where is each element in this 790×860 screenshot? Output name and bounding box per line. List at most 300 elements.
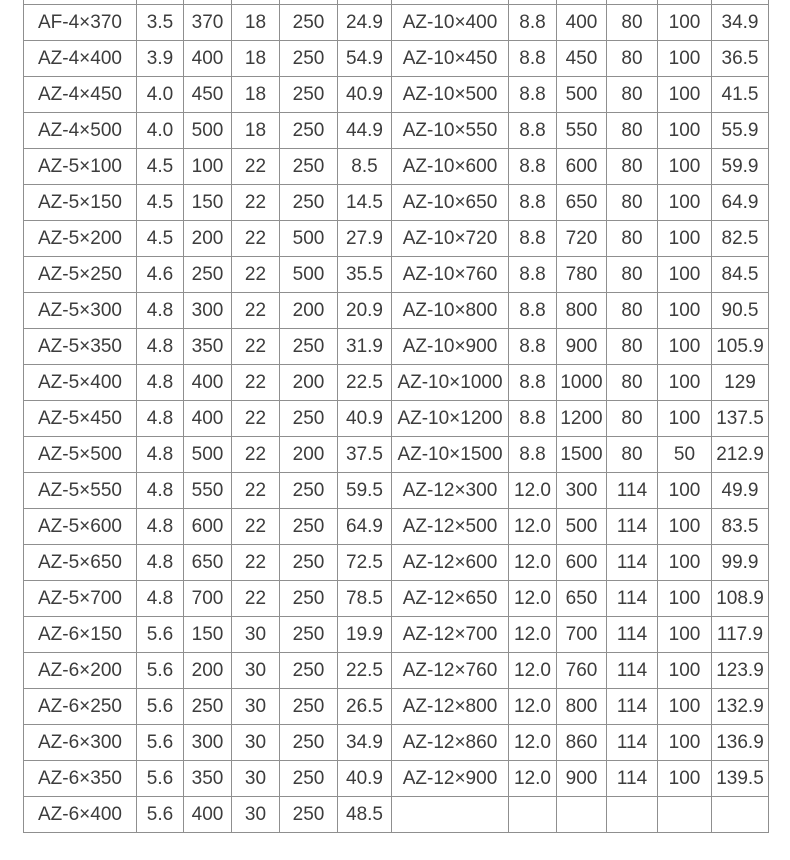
value-cell: 83.5 xyxy=(712,509,769,545)
model-cell: AZ-5×650 xyxy=(24,545,137,581)
value-cell: 137.5 xyxy=(712,401,769,437)
value-cell: 18 xyxy=(232,41,280,77)
value-cell: 114 xyxy=(607,545,658,581)
value-cell: 100 xyxy=(658,257,712,293)
value-cell: 114 xyxy=(607,761,658,797)
value-cell: 3.5 xyxy=(137,5,184,41)
value-cell: 700 xyxy=(557,617,607,653)
value-cell: 250 xyxy=(280,509,338,545)
value-cell: 250 xyxy=(280,113,338,149)
model-cell: AZ-5×450 xyxy=(24,401,137,437)
value-cell: 40.9 xyxy=(338,77,392,113)
model-cell: AZ-4×400 xyxy=(24,41,137,77)
value-cell: 22 xyxy=(232,329,280,365)
value-cell: 72.5 xyxy=(338,545,392,581)
value-cell: 8.8 xyxy=(509,221,557,257)
table-row xyxy=(24,185,769,221)
value-cell: 550 xyxy=(557,113,607,149)
value-cell: 650 xyxy=(184,545,232,581)
table-row xyxy=(24,329,769,365)
value-cell: 34.9 xyxy=(712,5,769,41)
value-cell: 720 xyxy=(557,221,607,257)
value-cell: 80 xyxy=(607,77,658,113)
value-cell: 22 xyxy=(232,149,280,185)
value-cell: 30 xyxy=(232,761,280,797)
value-cell: 250 xyxy=(280,653,338,689)
value-cell: 100 xyxy=(658,473,712,509)
value-cell: 80 xyxy=(607,149,658,185)
value-cell: 30 xyxy=(232,617,280,653)
value-cell: 250 xyxy=(184,689,232,725)
value-cell: 250 xyxy=(280,329,338,365)
value-cell xyxy=(658,797,712,833)
value-cell: 500 xyxy=(280,257,338,293)
value-cell: 22 xyxy=(232,509,280,545)
value-cell: 1000 xyxy=(557,365,607,401)
value-cell: 5.6 xyxy=(137,797,184,833)
value-cell: 30 xyxy=(232,725,280,761)
table-row xyxy=(24,41,769,77)
value-cell: 200 xyxy=(280,293,338,329)
value-cell: 400 xyxy=(184,797,232,833)
value-cell: 400 xyxy=(184,41,232,77)
value-cell: 5.6 xyxy=(137,653,184,689)
value-cell xyxy=(607,797,658,833)
value-cell: 760 xyxy=(557,653,607,689)
value-cell: 370 xyxy=(184,5,232,41)
value-cell: 82.5 xyxy=(712,221,769,257)
value-cell: 350 xyxy=(184,761,232,797)
spec-table xyxy=(23,0,769,833)
value-cell: 36.5 xyxy=(712,41,769,77)
table-row xyxy=(24,401,769,437)
model-cell: AZ-12×600 xyxy=(392,545,509,581)
spec-table-container xyxy=(23,0,769,833)
value-cell: 100 xyxy=(658,113,712,149)
value-cell: 250 xyxy=(280,689,338,725)
value-cell: 150 xyxy=(184,185,232,221)
model-cell: AZ-5×400 xyxy=(24,365,137,401)
value-cell: 49.9 xyxy=(712,473,769,509)
value-cell: 8.8 xyxy=(509,5,557,41)
value-cell: 80 xyxy=(607,293,658,329)
value-cell: 18 xyxy=(232,5,280,41)
value-cell: 200 xyxy=(280,365,338,401)
value-cell: 37.5 xyxy=(338,437,392,473)
value-cell: 22 xyxy=(232,401,280,437)
value-cell: 22 xyxy=(232,293,280,329)
table-row xyxy=(24,617,769,653)
value-cell: 8.8 xyxy=(509,41,557,77)
value-cell: 114 xyxy=(607,689,658,725)
value-cell: 80 xyxy=(607,257,658,293)
table-row xyxy=(24,365,769,401)
model-cell: AZ-10×400 xyxy=(392,5,509,41)
value-cell: 600 xyxy=(184,509,232,545)
model-cell: AZ-12×900 xyxy=(392,761,509,797)
value-cell: 59.5 xyxy=(338,473,392,509)
value-cell: 35.5 xyxy=(338,257,392,293)
value-cell: 400 xyxy=(184,401,232,437)
value-cell: 800 xyxy=(557,689,607,725)
value-cell: 250 xyxy=(280,185,338,221)
value-cell: 117.9 xyxy=(712,617,769,653)
value-cell: 100 xyxy=(658,293,712,329)
value-cell: 114 xyxy=(607,725,658,761)
value-cell: 80 xyxy=(607,185,658,221)
value-cell: 100 xyxy=(658,365,712,401)
value-cell: 8.8 xyxy=(509,437,557,473)
value-cell: 100 xyxy=(658,581,712,617)
value-cell: 80 xyxy=(607,5,658,41)
value-cell: 12.0 xyxy=(509,473,557,509)
model-cell: AZ-4×450 xyxy=(24,77,137,113)
value-cell: 22 xyxy=(232,257,280,293)
model-cell: AZ-6×250 xyxy=(24,689,137,725)
value-cell: 8.5 xyxy=(338,149,392,185)
table-row xyxy=(24,257,769,293)
value-cell: 4.0 xyxy=(137,113,184,149)
value-cell: 100 xyxy=(658,401,712,437)
value-cell: 300 xyxy=(557,473,607,509)
value-cell: 44.9 xyxy=(338,113,392,149)
value-cell: 30 xyxy=(232,689,280,725)
model-cell: AZ-12×860 xyxy=(392,725,509,761)
value-cell: 100 xyxy=(658,761,712,797)
model-cell: AZ-6×150 xyxy=(24,617,137,653)
table-row xyxy=(24,293,769,329)
value-cell: 600 xyxy=(557,545,607,581)
value-cell: 700 xyxy=(184,581,232,617)
value-cell: 4.8 xyxy=(137,545,184,581)
value-cell: 64.9 xyxy=(338,509,392,545)
table-row xyxy=(24,113,769,149)
value-cell: 212.9 xyxy=(712,437,769,473)
value-cell xyxy=(712,797,769,833)
value-cell: 650 xyxy=(557,581,607,617)
table-row xyxy=(24,437,769,473)
value-cell: 100 xyxy=(658,545,712,581)
value-cell: 12.0 xyxy=(509,617,557,653)
model-cell: AZ-5×100 xyxy=(24,149,137,185)
model-cell: AZ-10×550 xyxy=(392,113,509,149)
value-cell: 41.5 xyxy=(712,77,769,113)
value-cell: 250 xyxy=(280,473,338,509)
value-cell: 350 xyxy=(184,329,232,365)
value-cell: 100 xyxy=(658,329,712,365)
value-cell: 14.5 xyxy=(338,185,392,221)
model-cell: AZ-5×200 xyxy=(24,221,137,257)
value-cell: 250 xyxy=(280,797,338,833)
value-cell: 12.0 xyxy=(509,545,557,581)
model-cell: AZ-6×200 xyxy=(24,653,137,689)
model-cell: AZ-12×700 xyxy=(392,617,509,653)
model-cell: AZ-5×350 xyxy=(24,329,137,365)
table-row xyxy=(24,149,769,185)
value-cell: 250 xyxy=(280,149,338,185)
value-cell: 300 xyxy=(184,293,232,329)
value-cell: 18 xyxy=(232,77,280,113)
value-cell: 80 xyxy=(607,365,658,401)
table-row xyxy=(24,689,769,725)
value-cell: 100 xyxy=(658,725,712,761)
value-cell: 19.9 xyxy=(338,617,392,653)
value-cell: 59.9 xyxy=(712,149,769,185)
value-cell: 4.8 xyxy=(137,329,184,365)
model-cell: AZ-12×650 xyxy=(392,581,509,617)
value-cell: 250 xyxy=(280,581,338,617)
value-cell: 114 xyxy=(607,581,658,617)
model-cell: AZ-5×150 xyxy=(24,185,137,221)
value-cell: 129 xyxy=(712,365,769,401)
model-cell: AZ-10×760 xyxy=(392,257,509,293)
value-cell: 8.8 xyxy=(509,185,557,221)
value-cell: 100 xyxy=(658,689,712,725)
value-cell: 80 xyxy=(607,401,658,437)
value-cell: 200 xyxy=(280,437,338,473)
table-row xyxy=(24,797,769,833)
value-cell: 8.8 xyxy=(509,149,557,185)
value-cell: 114 xyxy=(607,473,658,509)
value-cell: 250 xyxy=(280,41,338,77)
value-cell: 80 xyxy=(607,41,658,77)
value-cell: 780 xyxy=(557,257,607,293)
value-cell: 22 xyxy=(232,473,280,509)
value-cell: 24.9 xyxy=(338,5,392,41)
value-cell: 100 xyxy=(658,77,712,113)
value-cell: 30 xyxy=(232,797,280,833)
value-cell: 4.5 xyxy=(137,221,184,257)
table-row xyxy=(24,545,769,581)
value-cell: 250 xyxy=(280,725,338,761)
value-cell: 132.9 xyxy=(712,689,769,725)
table-row xyxy=(24,221,769,257)
value-cell: 200 xyxy=(184,653,232,689)
value-cell: 500 xyxy=(184,113,232,149)
value-cell: 8.8 xyxy=(509,257,557,293)
table-row xyxy=(24,77,769,113)
model-cell: AZ-5×300 xyxy=(24,293,137,329)
model-cell: AZ-5×250 xyxy=(24,257,137,293)
value-cell: 4.8 xyxy=(137,365,184,401)
value-cell: 4.8 xyxy=(137,581,184,617)
value-cell: 550 xyxy=(184,473,232,509)
value-cell: 100 xyxy=(658,509,712,545)
value-cell: 123.9 xyxy=(712,653,769,689)
value-cell: 34.9 xyxy=(338,725,392,761)
value-cell: 900 xyxy=(557,329,607,365)
value-cell: 860 xyxy=(557,725,607,761)
model-cell: AZ-6×350 xyxy=(24,761,137,797)
value-cell: 100 xyxy=(658,5,712,41)
model-cell: AZ-10×1000 xyxy=(392,365,509,401)
model-cell: AZ-10×900 xyxy=(392,329,509,365)
model-cell xyxy=(392,797,509,833)
value-cell: 4.5 xyxy=(137,149,184,185)
value-cell: 22 xyxy=(232,185,280,221)
value-cell: 26.5 xyxy=(338,689,392,725)
value-cell: 100 xyxy=(658,221,712,257)
value-cell: 250 xyxy=(280,5,338,41)
value-cell: 22.5 xyxy=(338,365,392,401)
model-cell: AZ-5×550 xyxy=(24,473,137,509)
value-cell: 40.9 xyxy=(338,761,392,797)
model-cell: AF-4×370 xyxy=(24,5,137,41)
value-cell: 1500 xyxy=(557,437,607,473)
value-cell: 100 xyxy=(658,41,712,77)
value-cell: 4.8 xyxy=(137,437,184,473)
model-cell: AZ-10×500 xyxy=(392,77,509,113)
value-cell: 200 xyxy=(184,221,232,257)
model-cell: AZ-5×500 xyxy=(24,437,137,473)
value-cell: 64.9 xyxy=(712,185,769,221)
value-cell: 40.9 xyxy=(338,401,392,437)
value-cell: 80 xyxy=(607,113,658,149)
model-cell: AZ-12×300 xyxy=(392,473,509,509)
value-cell: 8.8 xyxy=(509,365,557,401)
value-cell: 300 xyxy=(184,725,232,761)
value-cell: 114 xyxy=(607,617,658,653)
value-cell: 250 xyxy=(184,257,232,293)
value-cell: 3.9 xyxy=(137,41,184,77)
value-cell: 80 xyxy=(607,329,658,365)
model-cell: AZ-10×1500 xyxy=(392,437,509,473)
value-cell: 250 xyxy=(280,761,338,797)
value-cell: 800 xyxy=(557,293,607,329)
value-cell: 100 xyxy=(658,149,712,185)
value-cell: 12.0 xyxy=(509,653,557,689)
value-cell: 18 xyxy=(232,113,280,149)
value-cell: 5.6 xyxy=(137,617,184,653)
value-cell: 114 xyxy=(607,653,658,689)
value-cell: 400 xyxy=(184,365,232,401)
value-cell: 4.5 xyxy=(137,185,184,221)
value-cell: 22 xyxy=(232,365,280,401)
value-cell: 12.0 xyxy=(509,689,557,725)
value-cell: 250 xyxy=(280,545,338,581)
value-cell: 5.6 xyxy=(137,725,184,761)
value-cell: 22 xyxy=(232,221,280,257)
model-cell: AZ-6×300 xyxy=(24,725,137,761)
value-cell: 80 xyxy=(607,221,658,257)
value-cell: 136.9 xyxy=(712,725,769,761)
value-cell: 8.8 xyxy=(509,293,557,329)
value-cell: 1200 xyxy=(557,401,607,437)
value-cell: 450 xyxy=(184,77,232,113)
model-cell: AZ-10×600 xyxy=(392,149,509,185)
value-cell: 8.8 xyxy=(509,401,557,437)
value-cell: 4.8 xyxy=(137,473,184,509)
value-cell: 22.5 xyxy=(338,653,392,689)
value-cell: 5.6 xyxy=(137,689,184,725)
value-cell: 450 xyxy=(557,41,607,77)
value-cell: 600 xyxy=(557,149,607,185)
value-cell: 50 xyxy=(658,437,712,473)
value-cell: 100 xyxy=(658,617,712,653)
value-cell: 250 xyxy=(280,401,338,437)
value-cell: 250 xyxy=(280,77,338,113)
model-cell: AZ-5×600 xyxy=(24,509,137,545)
model-cell: AZ-12×500 xyxy=(392,509,509,545)
table-row xyxy=(24,581,769,617)
value-cell: 78.5 xyxy=(338,581,392,617)
value-cell: 100 xyxy=(658,185,712,221)
value-cell: 4.8 xyxy=(137,509,184,545)
value-cell: 8.8 xyxy=(509,113,557,149)
value-cell: 31.9 xyxy=(338,329,392,365)
value-cell: 5.6 xyxy=(137,761,184,797)
value-cell: 100 xyxy=(658,653,712,689)
value-cell: 30 xyxy=(232,653,280,689)
value-cell: 12.0 xyxy=(509,725,557,761)
value-cell: 80 xyxy=(607,437,658,473)
value-cell: 48.5 xyxy=(338,797,392,833)
value-cell: 900 xyxy=(557,761,607,797)
model-cell: AZ-10×650 xyxy=(392,185,509,221)
value-cell: 20.9 xyxy=(338,293,392,329)
model-cell: AZ-10×800 xyxy=(392,293,509,329)
value-cell: 55.9 xyxy=(712,113,769,149)
model-cell: AZ-10×720 xyxy=(392,221,509,257)
value-cell: 22 xyxy=(232,581,280,617)
value-cell: 8.8 xyxy=(509,329,557,365)
table-row xyxy=(24,725,769,761)
model-cell: AZ-10×450 xyxy=(392,41,509,77)
table-row xyxy=(24,509,769,545)
value-cell: 100 xyxy=(184,149,232,185)
value-cell: 500 xyxy=(557,509,607,545)
value-cell: 12.0 xyxy=(509,761,557,797)
value-cell: 105.9 xyxy=(712,329,769,365)
value-cell: 84.5 xyxy=(712,257,769,293)
table-row xyxy=(24,5,769,41)
value-cell: 500 xyxy=(557,77,607,113)
value-cell xyxy=(557,797,607,833)
model-cell: AZ-4×500 xyxy=(24,113,137,149)
table-row xyxy=(24,761,769,797)
value-cell: 108.9 xyxy=(712,581,769,617)
value-cell: 27.9 xyxy=(338,221,392,257)
value-cell: 4.0 xyxy=(137,77,184,113)
value-cell: 90.5 xyxy=(712,293,769,329)
value-cell: 650 xyxy=(557,185,607,221)
value-cell: 250 xyxy=(280,617,338,653)
value-cell: 54.9 xyxy=(338,41,392,77)
value-cell xyxy=(509,797,557,833)
value-cell: 114 xyxy=(607,509,658,545)
table-row xyxy=(24,653,769,689)
model-cell: AZ-12×760 xyxy=(392,653,509,689)
model-cell: AZ-6×400 xyxy=(24,797,137,833)
value-cell: 22 xyxy=(232,437,280,473)
value-cell: 99.9 xyxy=(712,545,769,581)
value-cell: 150 xyxy=(184,617,232,653)
value-cell: 139.5 xyxy=(712,761,769,797)
value-cell: 500 xyxy=(184,437,232,473)
value-cell: 22 xyxy=(232,545,280,581)
value-cell: 8.8 xyxy=(509,77,557,113)
value-cell: 12.0 xyxy=(509,509,557,545)
value-cell: 500 xyxy=(280,221,338,257)
model-cell: AZ-5×700 xyxy=(24,581,137,617)
value-cell: 4.8 xyxy=(137,401,184,437)
table-row xyxy=(24,473,769,509)
value-cell: 400 xyxy=(557,5,607,41)
model-cell: AZ-12×800 xyxy=(392,689,509,725)
value-cell: 12.0 xyxy=(509,581,557,617)
value-cell: 4.6 xyxy=(137,257,184,293)
model-cell: AZ-10×1200 xyxy=(392,401,509,437)
